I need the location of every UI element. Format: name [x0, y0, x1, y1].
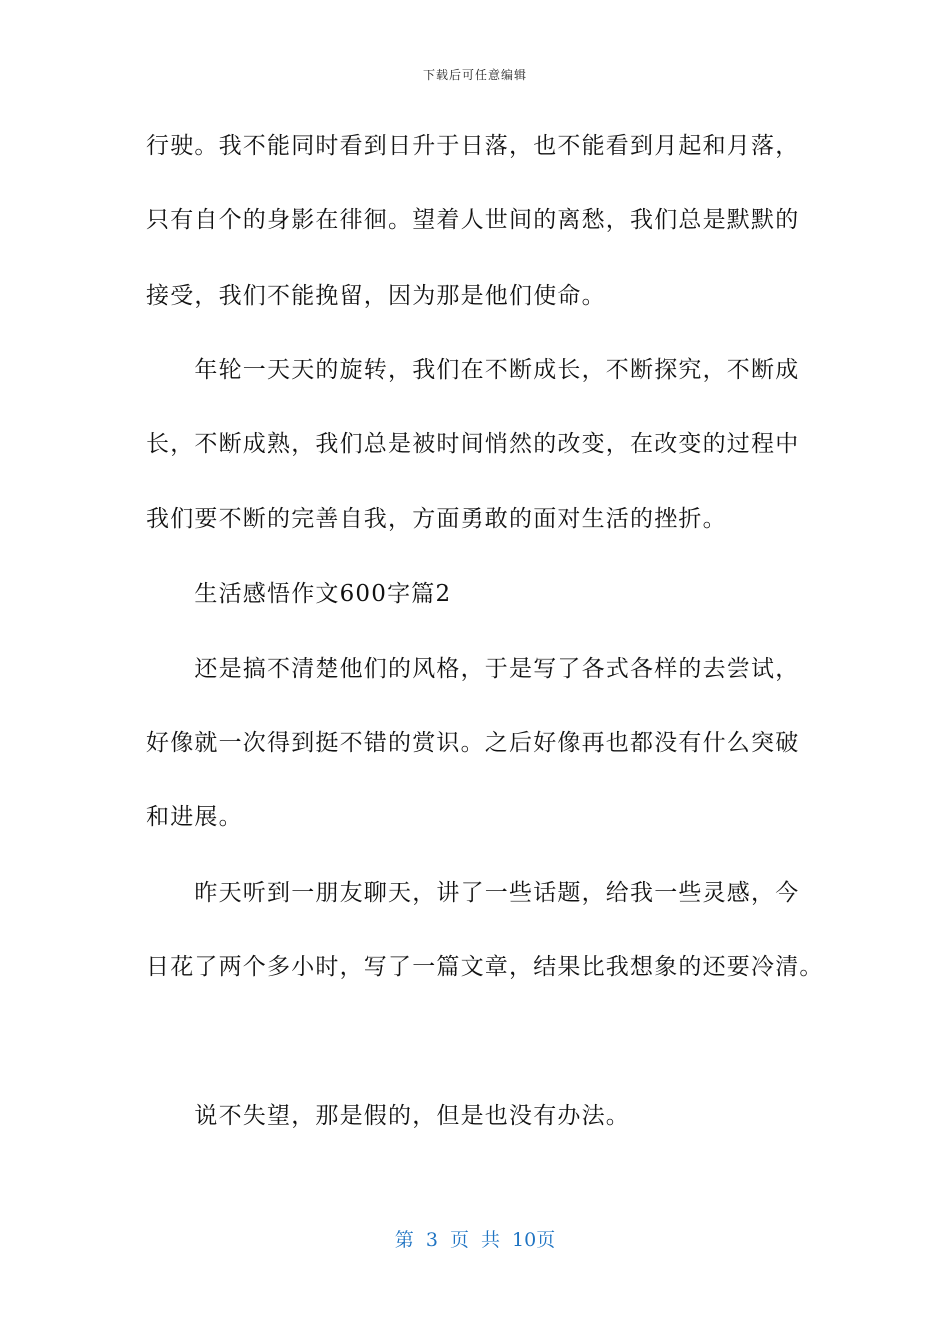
body-line: 年轮一天天的旋转，我们在不断成长，不断探究，不断成: [146, 357, 800, 383]
body-line: 我们要不断的完善自我，方面勇敢的面对生活的挫折。: [146, 506, 727, 532]
body-line: 日花了两个多小时，写了一篇文章，结果比我想象的还要冷清。: [146, 954, 824, 980]
body-line: 接受，我们不能挽留，因为那是他们使命。: [146, 283, 606, 309]
body-line: 行驶。我不能同时看到日升于日落，也不能看到月起和月落，: [146, 133, 800, 159]
body-line: 说不失望，那是假的，但是也没有办法。: [146, 1103, 630, 1129]
body-line: 和进展。: [146, 804, 243, 830]
page-header: 下载后可任意编辑: [422, 68, 527, 82]
body-line: 还是搞不清楚他们的风格，于是写了各式各样的去尝试，: [146, 656, 800, 682]
body-line: 昨天听到一朋友聊天，讲了一些话题，给我一些灵感，今: [146, 880, 800, 906]
body-line: 好像就一次得到挺不错的赏识。之后好像再也都没有什么突破: [146, 730, 800, 756]
page-footer: 第 3 页 共 10页: [394, 1229, 556, 1251]
section-heading: 生活感悟作文600字篇2: [146, 581, 452, 607]
body-line: 只有自个的身影在徘徊。望着人世间的离愁，我们总是默默的: [146, 207, 800, 233]
body-line: 长，不断成熟，我们总是被时间悄然的改变，在改变的过程中: [146, 431, 800, 457]
